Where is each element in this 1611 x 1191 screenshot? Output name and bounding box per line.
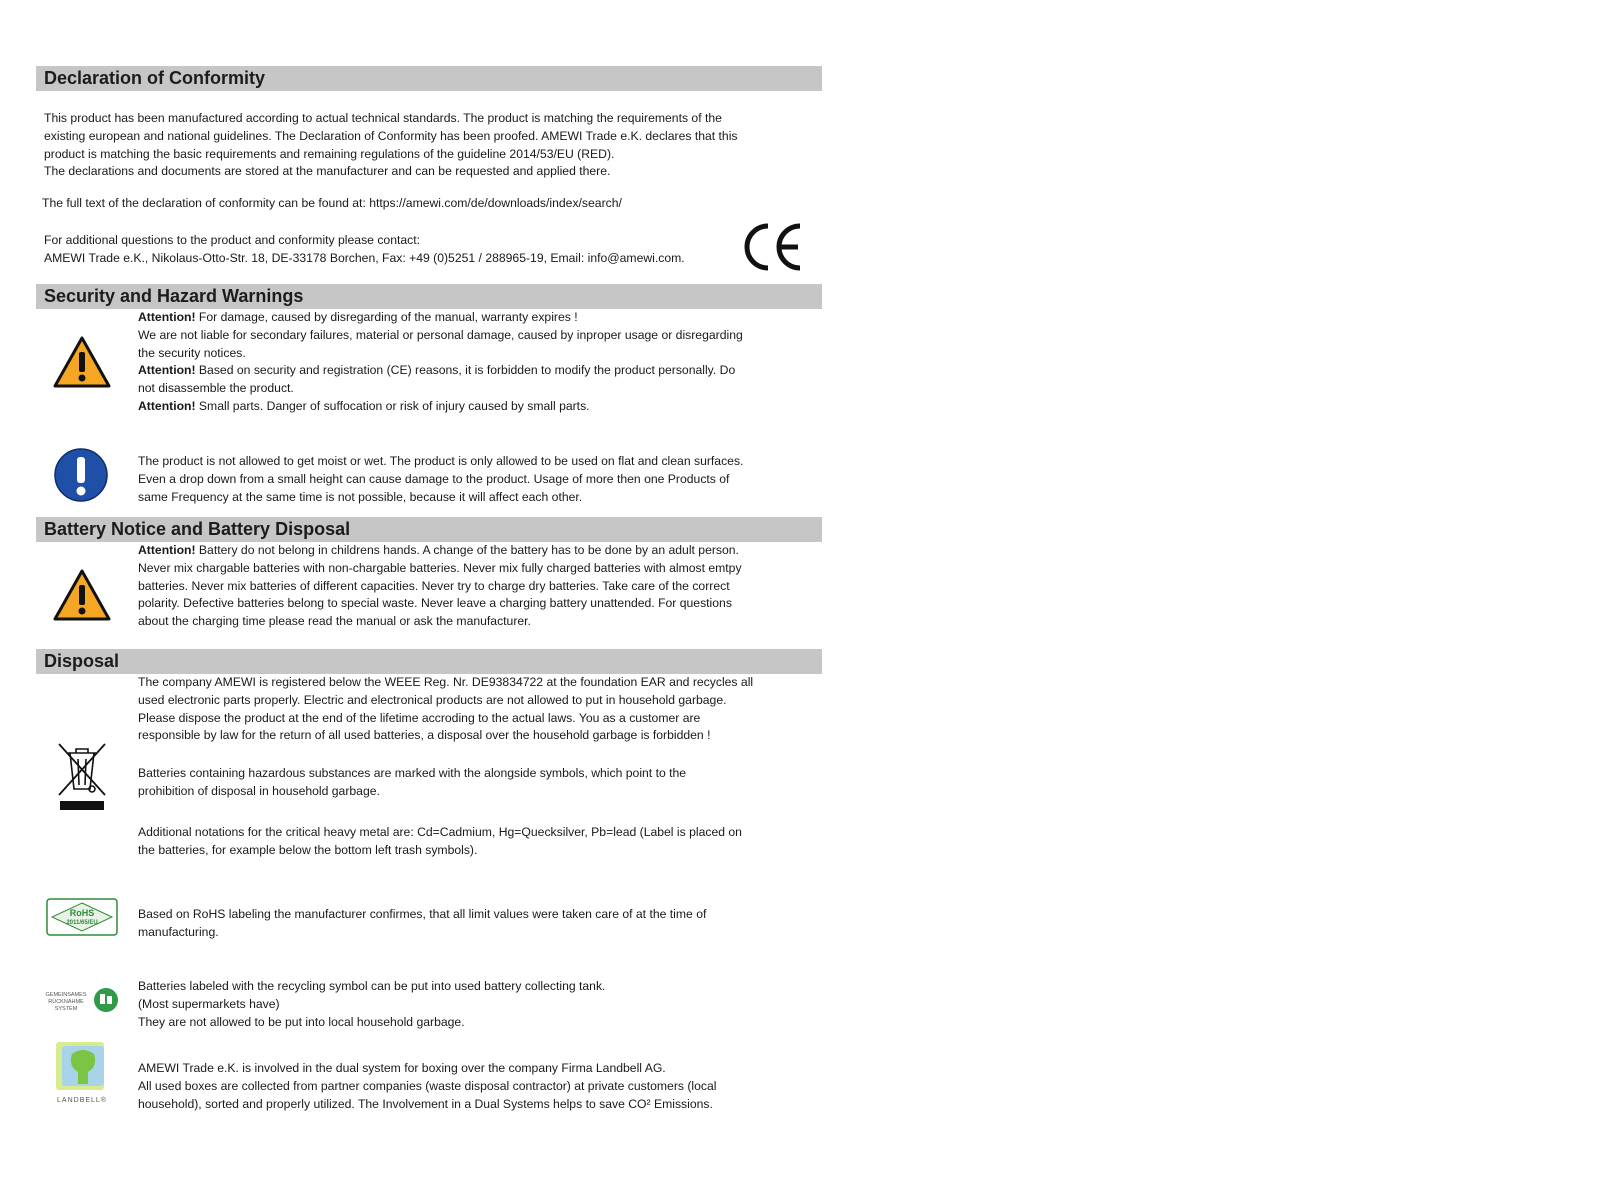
text-line: batteries. Never mix batteries of different capacities. Never try to charge dry batteries. Take care of the correct (138, 578, 730, 593)
text-line: not disassemble the product. (138, 381, 294, 396)
landbell-logo-text: LANDBELL® (57, 1097, 107, 1104)
battery-warning-triangle-icon (52, 568, 112, 627)
landbell-logo-icon (52, 1040, 112, 1106)
text-line: Batteries containing hazardous substances are marked with the alongside symbols, which point to the (138, 766, 687, 780)
attention-label: Attention! (138, 363, 196, 378)
text-line: We are not liable for secondary failures, material or personal damage, caused by inproper usage or disregarding (138, 327, 743, 342)
text-line: same Frequency at the same time is not possible, because it will affect each other. (138, 489, 583, 504)
text-line: prohibition of disposal in household garbage. (138, 783, 380, 798)
attention-label: Attention! (138, 398, 196, 413)
heavy-metal-paragraph (138, 824, 816, 860)
warning-triangle-icon (52, 335, 112, 394)
declaration-fulltext (42, 195, 622, 213)
warning-text: Based on security and registration (CE) reasons, it is forbidden to modify the product personally. Do (195, 363, 736, 378)
text-line: All used boxes are collected from partner companies (waste disposal contractor) at private customers (local (138, 1078, 717, 1093)
security-warnings (138, 309, 816, 416)
text-line: They are not allowed to be put into local household garbage. (138, 1014, 465, 1029)
rohs-logo-code: 2011/65/EU (66, 920, 98, 926)
declaration-paragraph (44, 110, 824, 181)
text-line: Batteries labeled with the recycling symbol can be put into used battery collecting tank. (138, 979, 606, 993)
text-line: existing european and national guidelines. The Declaration of Conformity has been proofed. AMEWI Trade e.K. declares that this (44, 128, 738, 143)
exclamation-circle-icon (53, 447, 109, 508)
recycling-paragraph (138, 978, 816, 1031)
crossed-bin-icon (56, 741, 108, 816)
grs-recycling-logo-icon (42, 984, 122, 1016)
text-line: used electronic parts properly. Electric and electronical products are not allowed to put in household garbage. (138, 692, 727, 707)
text-line: the security notices. (138, 345, 246, 360)
attention-label: Attention! (138, 310, 196, 324)
attention-label: Attention! (138, 543, 196, 557)
text-line: Based on RoHS labeling the manufacturer confirmes, that all limit values were taken care of at the time of (138, 907, 707, 921)
text-line: polarity. Defective batteries belong to special waste. Never leave a charging battery unattended. For questions (138, 596, 732, 611)
text-line: the batteries, for example below the bottom left trash symbols). (138, 842, 478, 857)
text-line: manufacturing. (138, 924, 219, 939)
contact-line: AMEWI Trade e.K., Nikolaus-Otto-Str. 18, DE-33178 Borchen, Fax: +49 (0)5251 / 288965-19, Email: info@amewi.com. (44, 250, 685, 265)
battery-notice (138, 542, 816, 631)
weee-paragraph (138, 674, 816, 745)
grs-logo-line: RÜCKNAHME (48, 999, 84, 1005)
hazard-paragraph (138, 765, 816, 801)
text-line: AMEWI Trade e.K. is involved in the dual system for boxing over the company Firma Landbell AG. (138, 1061, 666, 1075)
text-line: The company AMEWI is registered below the WEEE Reg. Nr. DE93834722 at the foundation EAR and recycles all (138, 675, 754, 689)
text-line: Even a drop down from a small height can cause damage to the product. Usage of more then one Products of (138, 471, 730, 486)
battery-text: Battery do not belong in childrens hands. A change of the battery has to be done by an adult person. (195, 543, 739, 557)
disposal-heading: Disposal (36, 649, 822, 674)
warning-text: For damage, caused by disregarding of the manual, warranty expires ! (195, 310, 578, 324)
security-heading: Security and Hazard Warnings (36, 284, 822, 309)
security-notice (138, 453, 816, 506)
rohs-logo-icon (46, 898, 118, 936)
contact-intro: For additional questions to the product and conformity please contact: (44, 233, 421, 247)
rohs-paragraph (138, 906, 816, 942)
rohs-logo-text: RoHS (69, 908, 95, 918)
battery-heading: Battery Notice and Battery Disposal (36, 517, 822, 542)
text-line: (Most supermarkets have) (138, 996, 280, 1011)
text-line: Additional notations for the critical heavy metal are: Cd=Cadmium, Hg=Quecksilver, Pb=lead (Label is placed on (138, 825, 742, 839)
text-line: product is matching the basic requirements and remaining regulations of the guideline 2014/53/EU (RED). (44, 146, 615, 161)
text-line: The declarations and documents are stored at the manufacturer and can be requested and applied there. (44, 164, 611, 179)
text-line: Please dispose the product at the end of the lifetime accroding to the actual laws. You as a customer are (138, 710, 701, 725)
warning-text: Small parts. Danger of suffocation or risk of injury caused by small parts. (195, 398, 590, 413)
grs-logo-line: GEMEINSAMES (45, 992, 87, 998)
ce-mark-icon (742, 218, 802, 276)
fulltext-line: The full text of the declaration of conformity can be found at: https://amewi.com/de/downloads/index/search/ (42, 196, 622, 210)
text-line: about the charging time please read the manual or ask the manufacturer. (138, 614, 531, 629)
text-line: household), sorted and properly utilized. The Involvement in a Dual Systems helps to save CO² Emissions. (138, 1096, 713, 1111)
landbell-paragraph (138, 1060, 816, 1113)
text-line: Never mix chargable batteries with non-chargable batteries. Never mix fully charged batteries with almost emtpy (138, 560, 742, 575)
text-line: responsible by law for the return of all used batteries, a disposal over the household garbage is forbidden ! (138, 728, 711, 743)
declaration-heading: Declaration of Conformity (36, 66, 822, 91)
text-line: This product has been manufactured according to actual technical standards. The product is matching the requirements of the (44, 111, 722, 125)
contact-block (44, 232, 685, 268)
text-line: The product is not allowed to get moist or wet. The product is only allowed to be used on flat and clean surfaces. (138, 454, 744, 468)
grs-logo-line: SYSTEM (54, 1006, 78, 1012)
